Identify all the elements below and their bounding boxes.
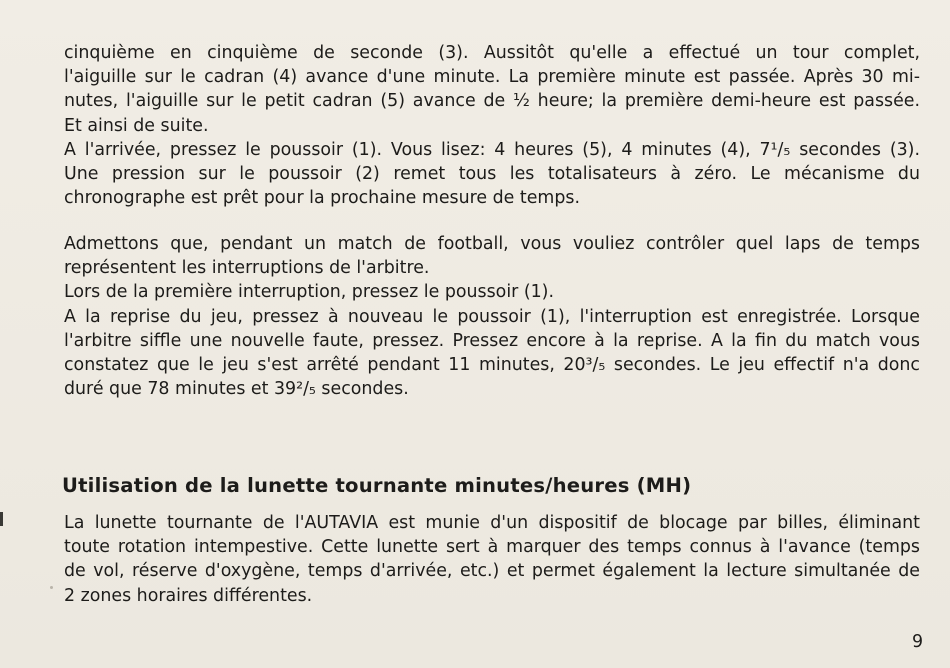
binding-mark — [0, 512, 3, 526]
text-line: A la reprise du jeu, pressez à nouveau le poussoir (1), l'interruption est enregistrée. Lorsque — [64, 306, 920, 327]
paragraph-chronograph-reading — [64, 41, 920, 210]
text-line: La lunette tournante de l'AUTAVIA est munie d'un dispositif de blocage par billes, éliminant — [64, 513, 920, 533]
text-line: constatez que le jeu s'est arrêté pendant 11 minutes, 20³/₅ secondes. Le jeu effectif n'a donc — [64, 354, 920, 375]
text-line: 2 zones horaires différentes. — [64, 585, 313, 606]
paragraph-rotating-bezel — [64, 511, 920, 608]
text-line: l'arbitre siffle une nouvelle faute, pressez. Pressez encore à la reprise. A la fin du match vous — [64, 330, 920, 351]
text-line: Une pression sur le poussoir (2) remet tous les totalisateurs à zéro. Le mécanisme du — [64, 163, 920, 184]
text-line: l'aiguille sur le cadran (4) avance d'une minute. La première minute est passée. Après 30 mi- — [64, 67, 920, 88]
text-line: Et ainsi de suite. — [64, 115, 209, 136]
text-line: Admettons que, pendant un match de football, vous vouliez contrôler quel laps de temps — [64, 234, 920, 254]
text-line: Lors de la première interruption, pressez le poussoir (1). — [64, 282, 554, 303]
section-heading: Utilisation de la lunette tournante minutes/heures (MH) — [62, 474, 692, 497]
text-line: cinquième en cinquième de seconde (3). Aussitôt qu'elle a effectué un tour complet, — [64, 43, 920, 63]
text-line: chronographe est prêt pour la prochaine mesure de temps. — [64, 188, 580, 209]
page-number: 9 — [912, 632, 924, 652]
text-line: représentent les interruptions de l'arbitre. — [64, 258, 430, 279]
text-line: A l'arrivée, pressez le poussoir (1). Vous lisez: 4 heures (5), 4 minutes (4), 7¹/₅ secondes (3). — [64, 139, 920, 160]
text-line: de vol, réserve d'oxygène, temps d'arrivée, etc.) et permet également la lecture simultanée de — [64, 561, 920, 582]
text-line: duré que 78 minutes et 39²/₅ secondes. — [64, 379, 409, 400]
text-line: nutes, l'aiguille sur le petit cadran (5) avance de ½ heure; la première demi-heure est passée. — [64, 91, 920, 112]
print-speck — [50, 586, 53, 589]
text-line: toute rotation intempestive. Cette lunette sert à marquer des temps connus à l'avance (temps — [64, 537, 920, 558]
paragraph-football-example — [64, 232, 920, 401]
